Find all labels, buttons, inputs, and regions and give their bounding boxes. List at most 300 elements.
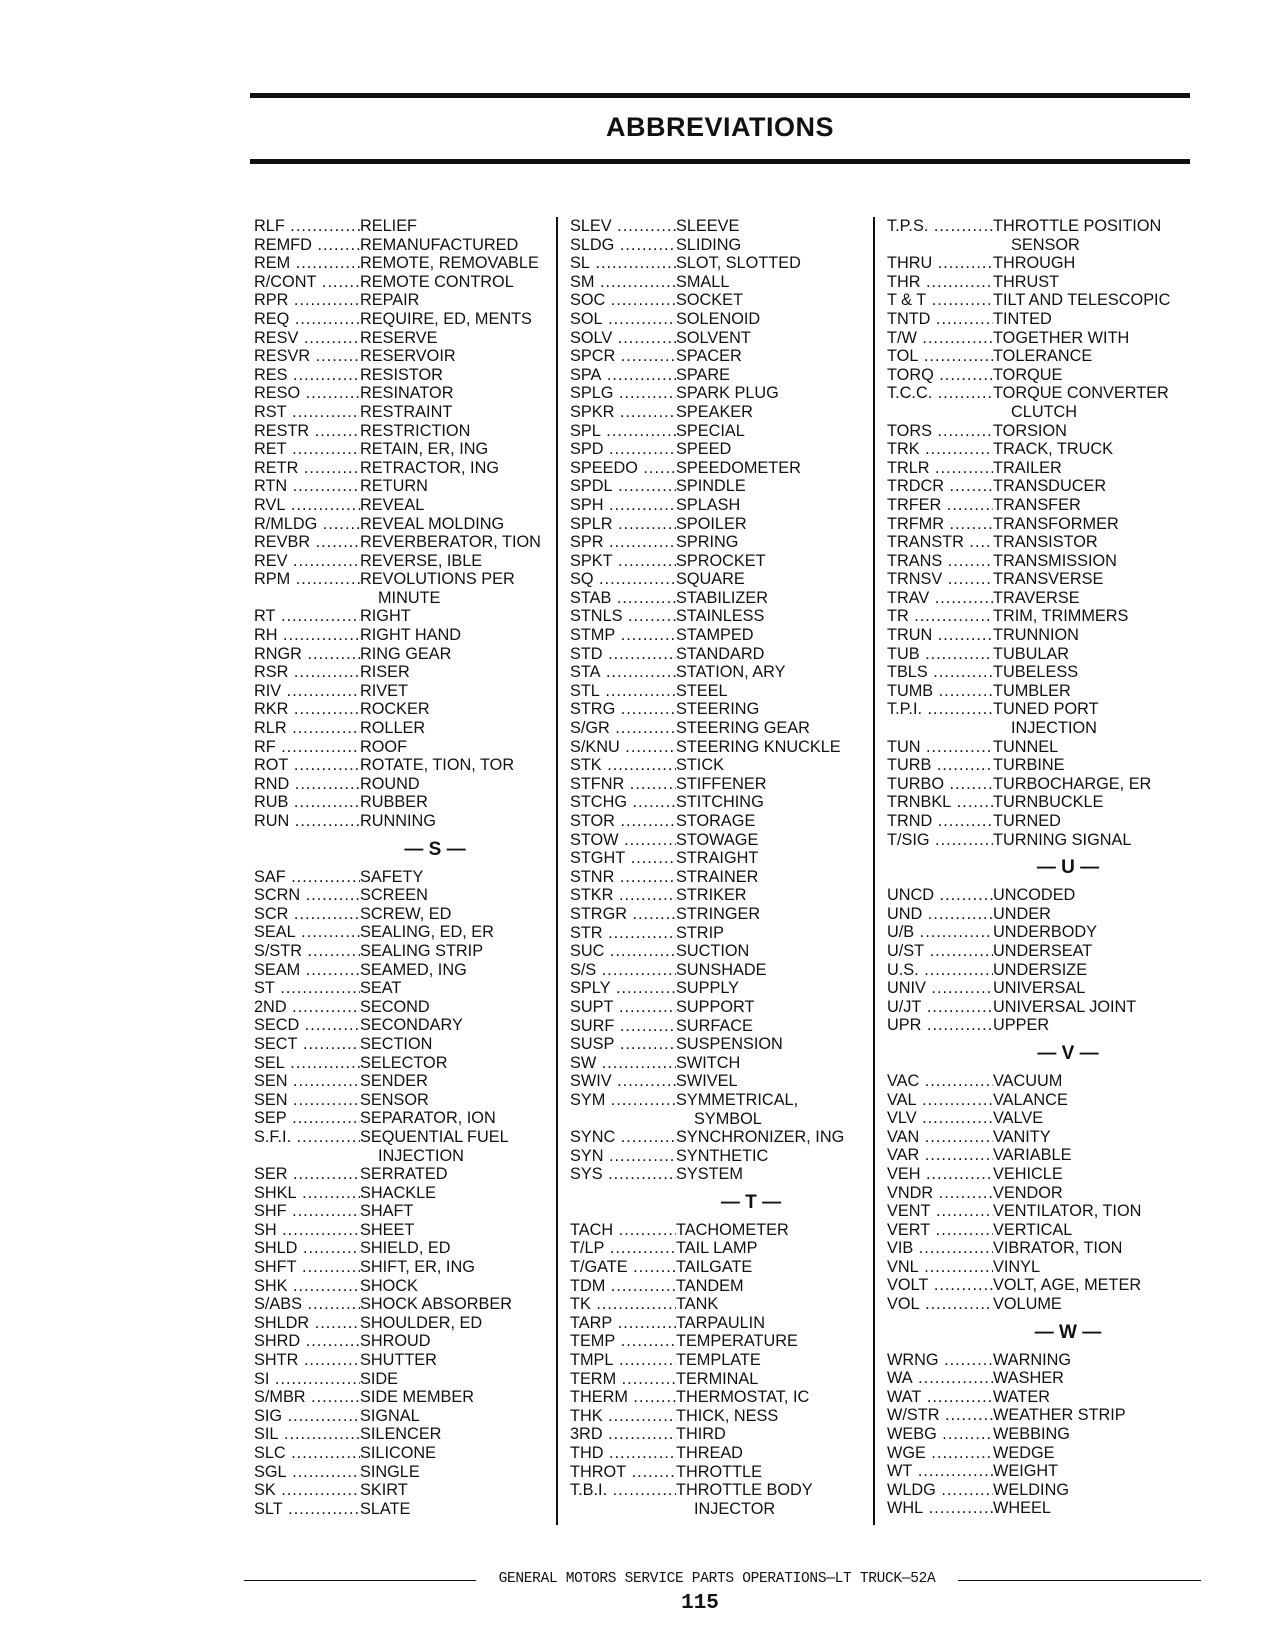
page-title: ABBREVIATIONS bbox=[605, 112, 834, 142]
abbreviation-meaning: TEMPERATURE bbox=[676, 1332, 798, 1351]
abbreviation-entry bbox=[887, 645, 1197, 664]
abbreviation-entry bbox=[254, 1463, 554, 1482]
entry-list bbox=[887, 1072, 1197, 1314]
abbreviation: T/W ..... bbox=[887, 329, 993, 348]
abbreviation-meaning: REMOTE, REMOVABLE bbox=[360, 254, 539, 273]
abbreviation-entry bbox=[887, 1128, 1197, 1147]
abbreviation: SPL ..... bbox=[570, 422, 676, 441]
abbreviation-entry bbox=[887, 1425, 1197, 1444]
abbreviation-entry bbox=[570, 719, 870, 738]
abbreviation-entry bbox=[254, 719, 554, 738]
abbreviation: SOLV ..... bbox=[570, 329, 676, 348]
abbreviation-entry bbox=[254, 1165, 554, 1184]
abbreviation: SYN ..... bbox=[570, 1147, 676, 1166]
abbreviation: TUN ..... bbox=[887, 738, 993, 757]
abbreviation-meaning: SHEET bbox=[360, 1220, 415, 1239]
abbreviation-meaning: WASHER bbox=[993, 1369, 1064, 1388]
abbreviation-meaning: RUBBER bbox=[360, 793, 428, 812]
abbreviation-entry bbox=[254, 942, 554, 961]
abbreviation: TURB ..... bbox=[887, 756, 993, 775]
abbreviation: VAR ..... bbox=[887, 1146, 993, 1165]
abbreviation-entry bbox=[570, 422, 870, 441]
abbreviation-meaning: STEEL bbox=[676, 681, 728, 700]
abbreviation-meaning: SWIVEL bbox=[676, 1072, 738, 1091]
abbreviation: TRFER ..... bbox=[887, 496, 993, 515]
abbreviation-meaning: RESTRAINT bbox=[360, 402, 453, 421]
abbreviation-meaning: WEDGE bbox=[993, 1443, 1055, 1462]
abbreviation-entry bbox=[570, 1295, 870, 1314]
abbreviation-meaning: TRAILER bbox=[993, 458, 1062, 477]
abbreviation-meaning: SHACKLE bbox=[360, 1183, 437, 1202]
abbreviation: T.P.I. ..... bbox=[887, 700, 993, 719]
abbreviation-entry bbox=[254, 1239, 554, 1258]
abbreviation-meaning: TRACK, TRUCK bbox=[993, 440, 1114, 459]
entry-list bbox=[254, 217, 554, 831]
abbreviation-entry bbox=[570, 366, 870, 385]
abbreviation-entry bbox=[254, 1370, 554, 1389]
abbreviation: TNTD ..... bbox=[887, 310, 993, 329]
abbreviation-meaning: UNCODED bbox=[993, 886, 1076, 905]
abbreviation: THROT ..... bbox=[570, 1463, 676, 1482]
abbreviation-meaning: SYSTEM bbox=[676, 1165, 743, 1184]
abbreviation-meaning: VOLT, AGE, METER bbox=[993, 1276, 1142, 1295]
abbreviation-meaning: TRANSISTOR bbox=[993, 533, 1098, 552]
abbreviation-meaning: SERRATED bbox=[360, 1165, 448, 1184]
abbreviation-entry bbox=[887, 1146, 1197, 1165]
abbreviation-meaning: SUNSHADE bbox=[676, 960, 767, 979]
abbreviation-meaning-continued: SENSOR bbox=[1011, 235, 1080, 254]
abbreviation: STK ..... bbox=[570, 756, 676, 775]
abbreviation: VAN ..... bbox=[887, 1128, 993, 1147]
footer-rule-right bbox=[958, 1580, 1201, 1581]
abbreviation: RSR ..... bbox=[254, 663, 360, 682]
abbreviation: RKR ..... bbox=[254, 700, 360, 719]
abbreviation: THD ..... bbox=[570, 1444, 676, 1463]
abbreviation: UPR ..... bbox=[887, 1016, 993, 1035]
abbreviation-entry bbox=[254, 607, 554, 626]
abbreviation-entry bbox=[570, 886, 870, 905]
abbreviation-entry bbox=[570, 1091, 870, 1110]
abbreviation-meaning: SAFETY bbox=[360, 867, 424, 886]
abbreviation-entry bbox=[570, 347, 870, 366]
abbreviation: SAF ..... bbox=[254, 868, 360, 887]
abbreviation-entry bbox=[254, 979, 554, 998]
abbreviation-entry bbox=[570, 273, 870, 292]
abbreviation-meaning: TRANSFORMER bbox=[993, 514, 1119, 533]
abbreviation: THERM ..... bbox=[570, 1388, 676, 1407]
entry-list bbox=[570, 1221, 870, 1519]
abbreviation: STNLS ..... bbox=[570, 607, 676, 626]
abbreviation-entry bbox=[887, 1016, 1197, 1035]
abbreviation-meaning-continued: SYMBOL bbox=[694, 1109, 762, 1128]
section-header-s: — S — bbox=[404, 838, 466, 860]
abbreviation-meaning: TURNED bbox=[993, 812, 1061, 830]
entry-list bbox=[570, 217, 870, 1184]
abbreviation: TRNSV ..... bbox=[887, 570, 993, 589]
abbreviation-entry bbox=[254, 291, 554, 310]
abbreviation: TRFMR ..... bbox=[887, 515, 993, 534]
abbreviation: T & T ..... bbox=[887, 291, 993, 310]
abbreviation-entry bbox=[570, 682, 870, 701]
abbreviation-entry bbox=[887, 496, 1197, 515]
abbreviation: TRNBKL ..... bbox=[887, 793, 993, 812]
abbreviation-entry bbox=[887, 217, 1197, 236]
abbreviation-entry bbox=[570, 775, 870, 794]
abbreviation-meaning: SPLASH bbox=[676, 495, 741, 514]
abbreviation-entry bbox=[887, 961, 1197, 980]
abbreviation-entry bbox=[254, 1054, 554, 1073]
abbreviation-entry bbox=[887, 682, 1197, 701]
abbreviation-entry bbox=[887, 1406, 1197, 1425]
abbreviation-meaning-continued: CLUTCH bbox=[1011, 402, 1078, 421]
abbreviation-meaning: SOLENOID bbox=[676, 309, 761, 328]
abbreviation: SHFT ..... bbox=[254, 1258, 360, 1277]
abbreviation-meaning: SMALL bbox=[676, 272, 730, 291]
abbreviation-entry bbox=[570, 329, 870, 348]
abbreviation-entry bbox=[887, 905, 1197, 924]
abbreviation-meaning: SILICONE bbox=[360, 1444, 437, 1462]
abbreviation-meaning: STOWAGE bbox=[676, 830, 759, 849]
abbreviation: SPLR ..... bbox=[570, 515, 676, 534]
abbreviation-entry bbox=[254, 440, 554, 459]
abbreviation-entry bbox=[570, 1388, 870, 1407]
abbreviation-entry bbox=[254, 1277, 554, 1296]
abbreviation: SUPT ..... bbox=[570, 998, 676, 1017]
abbreviation-meaning: SCREW, ED bbox=[360, 904, 452, 923]
abbreviation-entry bbox=[887, 552, 1197, 571]
abbreviation-meaning: SLIDING bbox=[676, 235, 742, 254]
abbreviation-meaning: THROUGH bbox=[993, 254, 1076, 273]
abbreviation: VAL ..... bbox=[887, 1091, 993, 1110]
abbreviation-meaning: TERMINAL bbox=[676, 1369, 759, 1388]
abbreviation-entry bbox=[570, 942, 870, 961]
abbreviation-entry bbox=[254, 273, 554, 292]
abbreviation-entry bbox=[254, 403, 554, 422]
abbreviation-meaning: VERTICAL bbox=[993, 1220, 1073, 1239]
abbreviation: TACH ..... bbox=[570, 1221, 676, 1240]
abbreviation-entry bbox=[254, 626, 554, 645]
abbreviation-meaning: SPARK PLUG bbox=[676, 384, 779, 403]
abbreviation: U/B ..... bbox=[887, 923, 993, 942]
abbreviation-entry bbox=[570, 1128, 870, 1147]
abbreviation-entry bbox=[254, 775, 554, 794]
abbreviation-entry bbox=[254, 1351, 554, 1370]
abbreviation-meaning: SEALING, ED, ER bbox=[360, 923, 494, 942]
abbreviation: SPKR ..... bbox=[570, 403, 676, 422]
abbreviation-entry bbox=[254, 1072, 554, 1091]
abbreviation: RT ..... bbox=[254, 607, 360, 626]
abbreviation: SWIV ..... bbox=[570, 1072, 676, 1091]
abbreviation-meaning: UNDER bbox=[993, 904, 1051, 923]
abbreviation: SYM ..... bbox=[570, 1091, 676, 1110]
abbreviation-meaning: RETAIN, ER, ING bbox=[360, 440, 489, 459]
abbreviation-meaning: SUSPENSION bbox=[676, 1035, 783, 1054]
abbreviation-meaning: SHROUD bbox=[360, 1332, 431, 1351]
abbreviation: T/GATE ..... bbox=[570, 1258, 676, 1277]
abbreviation-entry bbox=[254, 700, 554, 719]
abbreviation-meaning: STAINLESS bbox=[676, 607, 765, 626]
abbreviation-meaning: STABILIZER bbox=[676, 588, 768, 607]
abbreviation-entry bbox=[887, 477, 1197, 496]
abbreviation-meaning: RING GEAR bbox=[360, 644, 452, 663]
abbreviation-entry bbox=[570, 1258, 870, 1277]
abbreviation-meaning: TACHOMETER bbox=[676, 1220, 789, 1239]
abbreviation-meaning: SEAMED, ING bbox=[360, 960, 467, 979]
abbreviation: SOL ..... bbox=[570, 310, 676, 329]
abbreviation-entry bbox=[254, 868, 554, 887]
abbreviation: W/STR ..... bbox=[887, 1406, 993, 1425]
abbreviation-meaning: THERMOSTAT, IC bbox=[676, 1388, 810, 1407]
abbreviation-entry bbox=[570, 1481, 870, 1500]
abbreviation-meaning: SECOND bbox=[360, 997, 430, 1016]
abbreviation-meaning: SYMMETRICAL, bbox=[676, 1090, 799, 1109]
abbreviation-meaning: REQUIRE, ED, MENTS bbox=[360, 309, 532, 328]
abbreviation: ROT ..... bbox=[254, 756, 360, 775]
abbreviation: RND ..... bbox=[254, 775, 360, 794]
abbreviation-entry bbox=[570, 645, 870, 664]
abbreviation: RST ..... bbox=[254, 403, 360, 422]
abbreviation-meaning: SIDE MEMBER bbox=[360, 1388, 474, 1407]
abbreviation-meaning: SYNCHRONIZER, ING bbox=[676, 1128, 845, 1147]
abbreviation-entry bbox=[570, 310, 870, 329]
column-3 bbox=[887, 217, 1197, 1518]
abbreviation-meaning: VALANCE bbox=[993, 1090, 1068, 1109]
abbreviation-meaning: UNIVERSAL bbox=[993, 979, 1086, 998]
abbreviation-meaning: TEMPLATE bbox=[676, 1351, 761, 1370]
abbreviation-entry bbox=[254, 793, 554, 812]
abbreviation-meaning: STICK bbox=[676, 756, 724, 775]
abbreviation: SEN ..... bbox=[254, 1072, 360, 1091]
abbreviation: TRLR ..... bbox=[887, 459, 993, 478]
abbreviation-entry bbox=[254, 1295, 554, 1314]
abbreviation-entry bbox=[570, 1314, 870, 1333]
abbreviation-meaning: RESINATOR bbox=[360, 384, 454, 403]
abbreviation: SIG ..... bbox=[254, 1407, 360, 1426]
abbreviation-entry bbox=[570, 626, 870, 645]
abbreviation-entry bbox=[887, 923, 1197, 942]
abbreviation-meaning: STEERING GEAR bbox=[676, 719, 810, 738]
abbreviation-entry bbox=[254, 1388, 554, 1407]
abbreviation: RUN ..... bbox=[254, 812, 360, 831]
abbreviation-meaning: SLOT, SLOTTED bbox=[676, 254, 801, 273]
abbreviation-meaning: RIVET bbox=[360, 681, 408, 700]
abbreviation: SI ..... bbox=[254, 1370, 360, 1389]
abbreviation-entry bbox=[254, 1184, 554, 1203]
abbreviation-meaning: RETURN bbox=[360, 477, 428, 496]
abbreviation-entry bbox=[254, 1221, 554, 1240]
abbreviation-entry bbox=[570, 1425, 870, 1444]
abbreviation-meaning: SQUARE bbox=[676, 570, 745, 589]
abbreviation: U/ST ..... bbox=[887, 942, 993, 961]
abbreviation: VNL ..... bbox=[887, 1258, 993, 1277]
abbreviation: TORQ ..... bbox=[887, 366, 993, 385]
abbreviation: STNR ..... bbox=[570, 868, 676, 887]
abbreviation: STR ..... bbox=[570, 924, 676, 943]
abbreviation: STAB ..... bbox=[570, 589, 676, 608]
abbreviation-entry bbox=[570, 533, 870, 552]
footer-text: GENERAL MOTORS SERVICE PARTS OPERATIONS—LT TRUCK—52A bbox=[498, 1571, 936, 1587]
abbreviation-meaning: SHUTTER bbox=[360, 1351, 437, 1370]
abbreviation: SPCR ..... bbox=[570, 347, 676, 366]
abbreviation-entry bbox=[887, 1165, 1197, 1184]
abbreviation: SECT ..... bbox=[254, 1035, 360, 1054]
abbreviation-meaning: TUNED PORT bbox=[993, 700, 1099, 719]
abbreviation-entry bbox=[887, 756, 1197, 775]
abbreviation-meaning: VENTILATOR, TION bbox=[993, 1202, 1142, 1221]
abbreviation-entry bbox=[887, 831, 1197, 850]
abbreviation-entry bbox=[887, 979, 1197, 998]
abbreviation: VEH ..... bbox=[887, 1165, 993, 1184]
abbreviation: RLF ..... bbox=[254, 217, 360, 236]
abbreviation-meaning: ROOF bbox=[360, 737, 408, 756]
abbreviation-entry bbox=[887, 1499, 1197, 1518]
abbreviation-meaning: TUBELESS bbox=[993, 663, 1079, 682]
abbreviation: WRNG ..... bbox=[887, 1351, 993, 1370]
abbreviation-meaning: TUNNEL bbox=[993, 737, 1059, 756]
abbreviation-meaning: THREAD bbox=[676, 1444, 743, 1462]
abbreviation: SPH ..... bbox=[570, 496, 676, 515]
abbreviation-entry bbox=[570, 738, 870, 757]
abbreviation: SHRD ..... bbox=[254, 1332, 360, 1351]
abbreviation: SHKL ..... bbox=[254, 1184, 360, 1203]
abbreviation-meaning: VARIABLE bbox=[993, 1146, 1072, 1165]
title-underline-rule bbox=[250, 159, 1190, 164]
abbreviation-meaning: SILENCER bbox=[360, 1425, 442, 1444]
abbreviation: WA ..... bbox=[887, 1369, 993, 1388]
abbreviation: SM ..... bbox=[570, 273, 676, 292]
abbreviation-meaning: SPEED bbox=[676, 440, 732, 459]
abbreviation-meaning: STORAGE bbox=[676, 812, 756, 830]
abbreviation-entry bbox=[570, 477, 870, 496]
abbreviation-meaning: UNDERSEAT bbox=[993, 941, 1093, 960]
abbreviation-meaning: TAIL LAMP bbox=[676, 1239, 758, 1258]
abbreviation-meaning: WELDING bbox=[993, 1480, 1069, 1499]
abbreviation-entry bbox=[887, 700, 1197, 719]
abbreviation-entry bbox=[887, 254, 1197, 273]
abbreviation: SHTR ..... bbox=[254, 1351, 360, 1370]
abbreviation: STRGR ..... bbox=[570, 905, 676, 924]
abbreviation: SCRN ..... bbox=[254, 886, 360, 905]
abbreviation: VOLT ..... bbox=[887, 1276, 993, 1295]
abbreviation-meaning: SUPPLY bbox=[676, 979, 740, 998]
abbreviation: RESTR ..... bbox=[254, 422, 360, 441]
abbreviation: SYS ..... bbox=[570, 1165, 676, 1184]
abbreviation-meaning: SURFACE bbox=[676, 1016, 753, 1035]
abbreviation: TARP ..... bbox=[570, 1314, 676, 1333]
abbreviation-entry bbox=[570, 849, 870, 868]
abbreviation-meaning: REVOLUTIONS PER bbox=[360, 570, 515, 589]
abbreviation: WT ..... bbox=[887, 1462, 993, 1481]
column-divider-1 bbox=[556, 217, 558, 1525]
abbreviation-entry bbox=[887, 738, 1197, 757]
abbreviation-meaning: SIGNAL bbox=[360, 1406, 420, 1425]
abbreviation-meaning: TRANSFER bbox=[993, 495, 1081, 514]
abbreviation: STGHT ..... bbox=[570, 849, 676, 868]
abbreviation-meaning: THICK, NESS bbox=[676, 1406, 779, 1425]
abbreviation: TUB ..... bbox=[887, 645, 993, 664]
abbreviation: SQ ..... bbox=[570, 570, 676, 589]
abbreviation: RNGR ..... bbox=[254, 645, 360, 664]
abbreviation-entry bbox=[887, 812, 1197, 831]
abbreviation: RVL ..... bbox=[254, 496, 360, 515]
abbreviation-entry bbox=[570, 607, 870, 626]
abbreviation: TRND ..... bbox=[887, 812, 993, 831]
abbreviation-meaning: RELIEF bbox=[360, 217, 418, 235]
abbreviation: RPR ..... bbox=[254, 291, 360, 310]
abbreviation: STOW ..... bbox=[570, 831, 676, 850]
abbreviation: TOL ..... bbox=[887, 347, 993, 366]
abbreviation: S/S ..... bbox=[570, 961, 676, 980]
abbreviation-entry bbox=[570, 403, 870, 422]
abbreviation-meaning: TINTED bbox=[993, 309, 1052, 328]
abbreviation-entry bbox=[254, 1016, 554, 1035]
abbreviation-meaning: REVERBERATOR, TION bbox=[360, 533, 541, 552]
abbreviation-entry bbox=[887, 533, 1197, 552]
abbreviation-entry bbox=[254, 1109, 554, 1128]
entry-list bbox=[254, 868, 554, 1519]
abbreviation: SGL ..... bbox=[254, 1463, 360, 1482]
abbreviation-entry bbox=[570, 291, 870, 310]
abbreviation: REQ ..... bbox=[254, 310, 360, 329]
abbreviation: STA ..... bbox=[570, 663, 676, 682]
abbreviation-entry bbox=[254, 217, 554, 236]
abbreviation: VAC ..... bbox=[887, 1072, 993, 1091]
abbreviation-entry bbox=[254, 1481, 554, 1500]
abbreviation: SLT ..... bbox=[254, 1500, 360, 1519]
abbreviation-meaning: SEAT bbox=[360, 979, 402, 998]
abbreviation-meaning: SUPPORT bbox=[676, 997, 755, 1016]
abbreviation-meaning: RIGHT bbox=[360, 607, 411, 626]
abbreviation-meaning: RESERVOIR bbox=[360, 347, 456, 366]
abbreviation-meaning: ROCKER bbox=[360, 700, 430, 719]
abbreviation-entry bbox=[254, 477, 554, 496]
abbreviation-meaning-continued: MINUTE bbox=[378, 588, 441, 607]
abbreviation: TRANS ..... bbox=[887, 552, 993, 571]
abbreviation: WEBG ..... bbox=[887, 1425, 993, 1444]
abbreviation-meaning: TRANSMISSION bbox=[993, 551, 1117, 570]
abbreviation-entry bbox=[254, 1444, 554, 1463]
abbreviation-meaning: SLEEVE bbox=[676, 217, 740, 235]
abbreviation-entry bbox=[254, 756, 554, 775]
abbreviation-entry bbox=[887, 329, 1197, 348]
abbreviation: WGE ..... bbox=[887, 1444, 993, 1463]
abbreviation: WAT ..... bbox=[887, 1388, 993, 1407]
abbreviation-meaning: ROUND bbox=[360, 774, 420, 793]
abbreviation: VLV ..... bbox=[887, 1109, 993, 1128]
column-1 bbox=[254, 217, 554, 1518]
abbreviation-entry bbox=[887, 1072, 1197, 1091]
abbreviation: SPEEDO ..... bbox=[570, 459, 676, 478]
abbreviation-meaning: VINYL bbox=[993, 1257, 1041, 1276]
abbreviation: STCHG ..... bbox=[570, 793, 676, 812]
abbreviation-meaning: TUMBLER bbox=[993, 681, 1071, 700]
abbreviation: S/ABS ..... bbox=[254, 1295, 360, 1314]
abbreviation-meaning: VANITY bbox=[993, 1127, 1051, 1146]
abbreviation-meaning: SINGLE bbox=[360, 1462, 420, 1481]
abbreviation: VIB ..... bbox=[887, 1239, 993, 1258]
abbreviation-entry bbox=[887, 1258, 1197, 1277]
abbreviation-meaning: TORQUE bbox=[993, 365, 1063, 384]
abbreviation-entry bbox=[570, 1147, 870, 1166]
abbreviation-entry bbox=[570, 663, 870, 682]
abbreviation: U.S. ..... bbox=[887, 961, 993, 980]
abbreviation-entry bbox=[887, 1221, 1197, 1240]
abbreviation: 2ND ..... bbox=[254, 998, 360, 1017]
abbreviation: ST ..... bbox=[254, 979, 360, 998]
abbreviation: THRU ..... bbox=[887, 254, 993, 273]
abbreviation-meaning: TRAVERSE bbox=[993, 588, 1080, 607]
abbreviation-meaning: RESTRICTION bbox=[360, 421, 471, 440]
